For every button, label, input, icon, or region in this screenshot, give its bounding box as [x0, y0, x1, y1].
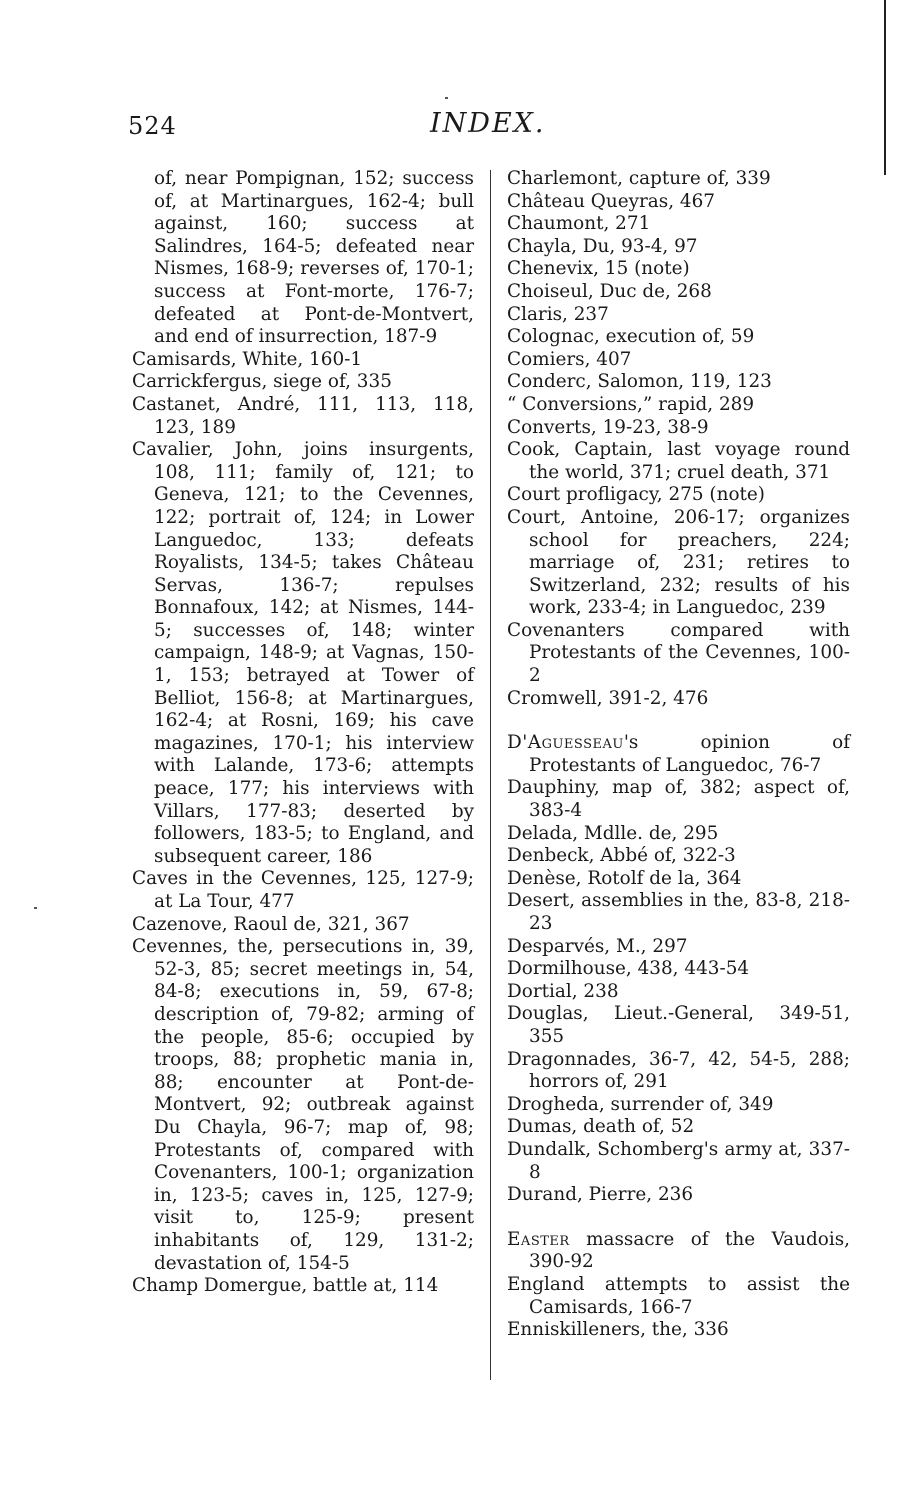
- index-entry-text: Cromwell, 391-2, 476: [507, 687, 709, 709]
- index-entry: [507, 484, 850, 507]
- index-entry-text: Chenevix, 15 (note): [507, 258, 690, 280]
- index-entry: [132, 394, 474, 439]
- page-edge-line: [884, 0, 886, 175]
- index-entry: [507, 1139, 850, 1184]
- index-entry: [132, 1275, 474, 1298]
- index-entry: [507, 845, 850, 868]
- index-entry: [507, 1319, 850, 1342]
- index-entry: [507, 777, 850, 822]
- index-entry-text: Court, Antoine, 206-17; organizes school for preachers, 224; marriage of, 231; retires to Switzerland, 232; results of his work, 233-4; in Languedoc, 239: [507, 506, 850, 619]
- index-entry-text: Dundalk, Schomberg's army at, 337-8: [507, 1138, 850, 1183]
- index-entry-text: of, near Pompignan, 152; success of, at Martinargues, 162-4; bull against, 160; success at Salindres, 164-5; defeated near Nismes, 168-9; reverses of, 170-1; success at Font-morte, 176-7; defeated at Pont-de-Montvert, and end of insurrection, 187-9: [154, 168, 474, 348]
- index-entry: [507, 1049, 850, 1094]
- index-entry: [507, 417, 850, 440]
- index-entry-text: Enniskilleners, the, 336: [507, 1319, 729, 1341]
- index-entry-text: Camisards, White, 160-1: [132, 348, 363, 370]
- index-entry-text: Colognac, execution of, 59: [507, 326, 755, 348]
- index-entry: [507, 1229, 850, 1274]
- index-entry: [507, 732, 850, 777]
- index-entry-text: Drogheda, surrender of, 349: [507, 1093, 774, 1115]
- index-entry: [507, 890, 850, 935]
- index-entry: [132, 371, 474, 394]
- index-entry: [507, 688, 850, 711]
- index-column-right: [507, 168, 850, 1342]
- index-entry: [507, 1003, 850, 1048]
- index-entry: [507, 936, 850, 959]
- index-entry-text: Claris, 237: [507, 303, 609, 325]
- index-entry: [507, 958, 850, 981]
- index-entry-text: Dumas, death of, 52: [507, 1116, 695, 1138]
- index-entry-text: Cazenove, Raoul de, 321, 367: [132, 913, 410, 935]
- index-entry-text: Cevennes, the, persecutions in, 39, 52-3, 85; secret meetings in, 54, 84-8; executions in, 59, 67-8; description of, 79-82; arming of the people, 85-6; occupied by troops, 88; prophetic mania in, 88; encounter at Pont-de-Montvert, 92; outbreak against Du Chayla, 96-7; map of, 98; Protestants of, compared with Covenanters, 100-1; organization in, 123-5; caves in, 125, 127-9; visit to, 125-9; present inhabitants of, 129, 131-2; devastation of, 154-5: [132, 936, 474, 1274]
- index-entry: [507, 1274, 850, 1319]
- index-entry-text: Conderc, Salomon, 119, 123: [507, 371, 772, 393]
- index-entry-text: Denbeck, Abbé of, 322-3: [507, 845, 736, 867]
- column-divider: [490, 170, 491, 1380]
- index-entry: [132, 168, 474, 349]
- index-entry: [507, 213, 850, 236]
- index-entry-text: Castanet, André, 111, 113, 118, 123, 189: [132, 393, 474, 438]
- index-entry: [507, 168, 850, 191]
- index-entry: [507, 507, 850, 620]
- index-entry: [507, 1094, 850, 1117]
- index-entry-text: Desparvés, M., 297: [507, 935, 688, 957]
- index-entry: [132, 936, 474, 1275]
- index-entry-text: “ Conversions,” rapid, 289: [507, 393, 755, 415]
- index-entry: [507, 981, 850, 1004]
- index-entry: [507, 439, 850, 484]
- index-entry-text: Converts, 19-23, 38-9: [507, 416, 709, 438]
- print-speck: [445, 97, 448, 99]
- index-entry: [507, 326, 850, 349]
- print-speck: [34, 907, 37, 909]
- index-entry-text: Court profligacy, 275 (note): [507, 484, 765, 506]
- index-entry-text: Charlemont, capture of, 339: [507, 168, 771, 189]
- index-entry-lead: Easter: [507, 1228, 570, 1250]
- index-entry-text: Chaumont, 271: [507, 213, 651, 235]
- index-entry-text: Covenanters compared with Protestants of the Cevennes, 100-2: [507, 619, 850, 687]
- index-entry: [507, 868, 850, 891]
- index-entry: [132, 868, 474, 913]
- index-entry-text: 's opinion of Protestants of Languedoc, 76-7: [529, 732, 850, 776]
- index-entry-lead: D'Aguesseau: [507, 732, 624, 754]
- index-entry-text: Delada, Mdlle. de, 295: [507, 822, 719, 844]
- index-entry-text: Cook, Captain, last voyage round the world, 371; cruel death, 371: [507, 439, 850, 483]
- index-entry-text: Château Queyras, 467: [507, 190, 715, 212]
- index-entry: [507, 191, 850, 214]
- index-entry-text: Comiers, 407: [507, 348, 632, 370]
- index-entry: [507, 304, 850, 327]
- index-entry-text: Dragonnades, 36-7, 42, 54-5, 288; horrors of, 291: [507, 1048, 850, 1093]
- index-entry-text: Caves in the Cevennes, 125, 127-9; at La Tour, 477: [132, 868, 474, 912]
- index-entry: [507, 620, 850, 688]
- index-entry: [507, 349, 850, 372]
- index-entry: [132, 349, 474, 372]
- index-entry-text: Durand, Pierre, 236: [507, 1184, 694, 1206]
- index-entry-text: Dortial, 238: [507, 980, 619, 1002]
- index-entry: [507, 371, 850, 394]
- index-entry: [132, 914, 474, 937]
- index-entry-text: Douglas, Lieut.-General, 349-51, 355: [507, 1003, 850, 1047]
- index-entry: [132, 439, 474, 868]
- index-entry-text: England attempts to assist the Camisards, 166-7: [507, 1273, 850, 1318]
- index-column-left: [132, 168, 474, 1298]
- index-entry-text: massacre of the Vaudois, 390-92: [529, 1228, 850, 1273]
- index-entry-text: Denèse, Rotolf de la, 364: [507, 867, 742, 889]
- index-entry: [507, 236, 850, 259]
- index-entry: [507, 258, 850, 281]
- index-entry-text: Champ Domergue, battle at, 114: [132, 1275, 439, 1297]
- index-entry: [507, 281, 850, 304]
- index-entry-text: Cavalier, John, joins insurgents, 108, 111; family of, 121; to Geneva, 121; to the Cevennes, 122; portrait of, 124; in Lower Languedoc, 133; defeats Royalists, 134-5; takes Château Servas, 136-7; repulses Bonnafoux, 142; at Nismes, 144-5; successes of, 148; winter campaign, 148-9; at Vagnas, 150-1, 153; betrayed at Tower of Belliot, 156-8; at Martinargues, 162-4; at Rosni, 169; his cave magazines, 170-1; his interview with Lalande, 173-6; attempts peace, 177; his interviews with Villars, 177-83; deserted by followers, 183-5; to England, and subsequent career, 186: [132, 439, 474, 867]
- index-entry: [507, 1184, 850, 1207]
- page-title: INDEX.: [430, 108, 546, 139]
- index-entry-text: Dauphiny, map of, 382; aspect of, 383-4: [507, 777, 850, 822]
- index-entry-text: Desert, assemblies in the, 83-8, 218-23: [507, 890, 850, 934]
- index-entry: [507, 823, 850, 846]
- index-entry: [507, 394, 850, 417]
- index-entry-text: Carrickfergus, siege of, 335: [132, 371, 392, 393]
- index-entry-text: Choiseul, Duc de, 268: [507, 280, 712, 302]
- page-number: 524: [128, 112, 177, 140]
- index-entry: [507, 1116, 850, 1139]
- index-entry-text: Dormilhouse, 438, 443-54: [507, 958, 750, 980]
- index-entry-text: Chayla, Du, 93-4, 97: [507, 235, 698, 257]
